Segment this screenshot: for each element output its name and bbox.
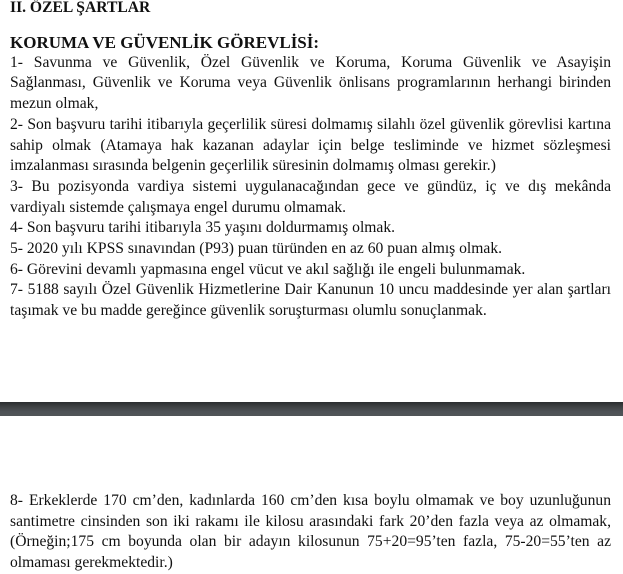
page-1-content (10, 0, 611, 322)
requirement-item-2: 2- Son başvuru tarihi itibarıyla geçerlilik süresi dolmamış silahlı özel güvenlik görevlisi kartına sahip olmak (Atamaya hak kazanan adaylar için belge tesliminde ve hizmet sözleşmesi imzalanması sırasında belgenin geçerlilik süresinin dolmamış olması gerekir.) (10, 115, 611, 175)
document-page-2 (0, 416, 623, 572)
page-separator (0, 402, 623, 416)
requirement-item-1: 1- Savunma ve Güvenlik, Özel Güvenlik ve Koruma, Koruma Güvenlik ve Asayişin Sağlanması, Güvenlik ve Koruma veya Güvenlik önlisans programlarının herhangi birinden mezun olmak, (10, 53, 611, 113)
subsection-title: KORUMA VE GÜVENLİK GÖREVLİSİ: (10, 32, 320, 52)
requirement-item-7: 7- 5188 sayılı Özel Güvenlik Hizmetlerine Dair Kanunun 10 uncu maddesinde yer alan şartları taşımak ve bu madde gereğince güvenlik soruşturması olumlu sonuçlanmak. (10, 281, 611, 320)
requirement-item-8: 8- Erkeklerde 170 cm’den, kadınlarda 160 cm’den kısa boylu olmamak ve boy uzunluğunun santimetre cinsinden son iki rakamı ile kilosu arasındaki fark 20’den fazla veya az olmamak, (Örneğin;175 cm boyunda olan bir adayın kilosunun 75+20=95’ten fazla, 75-20=55’ten az olmaması gerekmektedir.) (10, 492, 611, 572)
requirement-item-5: 5- 2020 yılı KPSS sınavından (P93) puan türünden en az 60 puan almış olmak. (10, 240, 503, 258)
section-title: II. ÖZEL ŞARTLAR (10, 0, 151, 16)
requirement-item-6: 6- Görevini devamlı yapmasına engel vücut ve akıl sağlığı ile engeli bulunmamak. (10, 260, 526, 278)
page-2-content (10, 491, 611, 574)
requirement-item-4: 4- Son başvuru tarihi itibarıyla 35 yaşını doldurmamış olmak. (10, 219, 396, 237)
requirement-item-3: 3- Bu pozisyonda vardiya sistemi uygulanacağından gece ve gündüz, iç ve dış mekânda vardiyalı sistemde çalışmaya engel durumu olmamak. (10, 177, 611, 216)
